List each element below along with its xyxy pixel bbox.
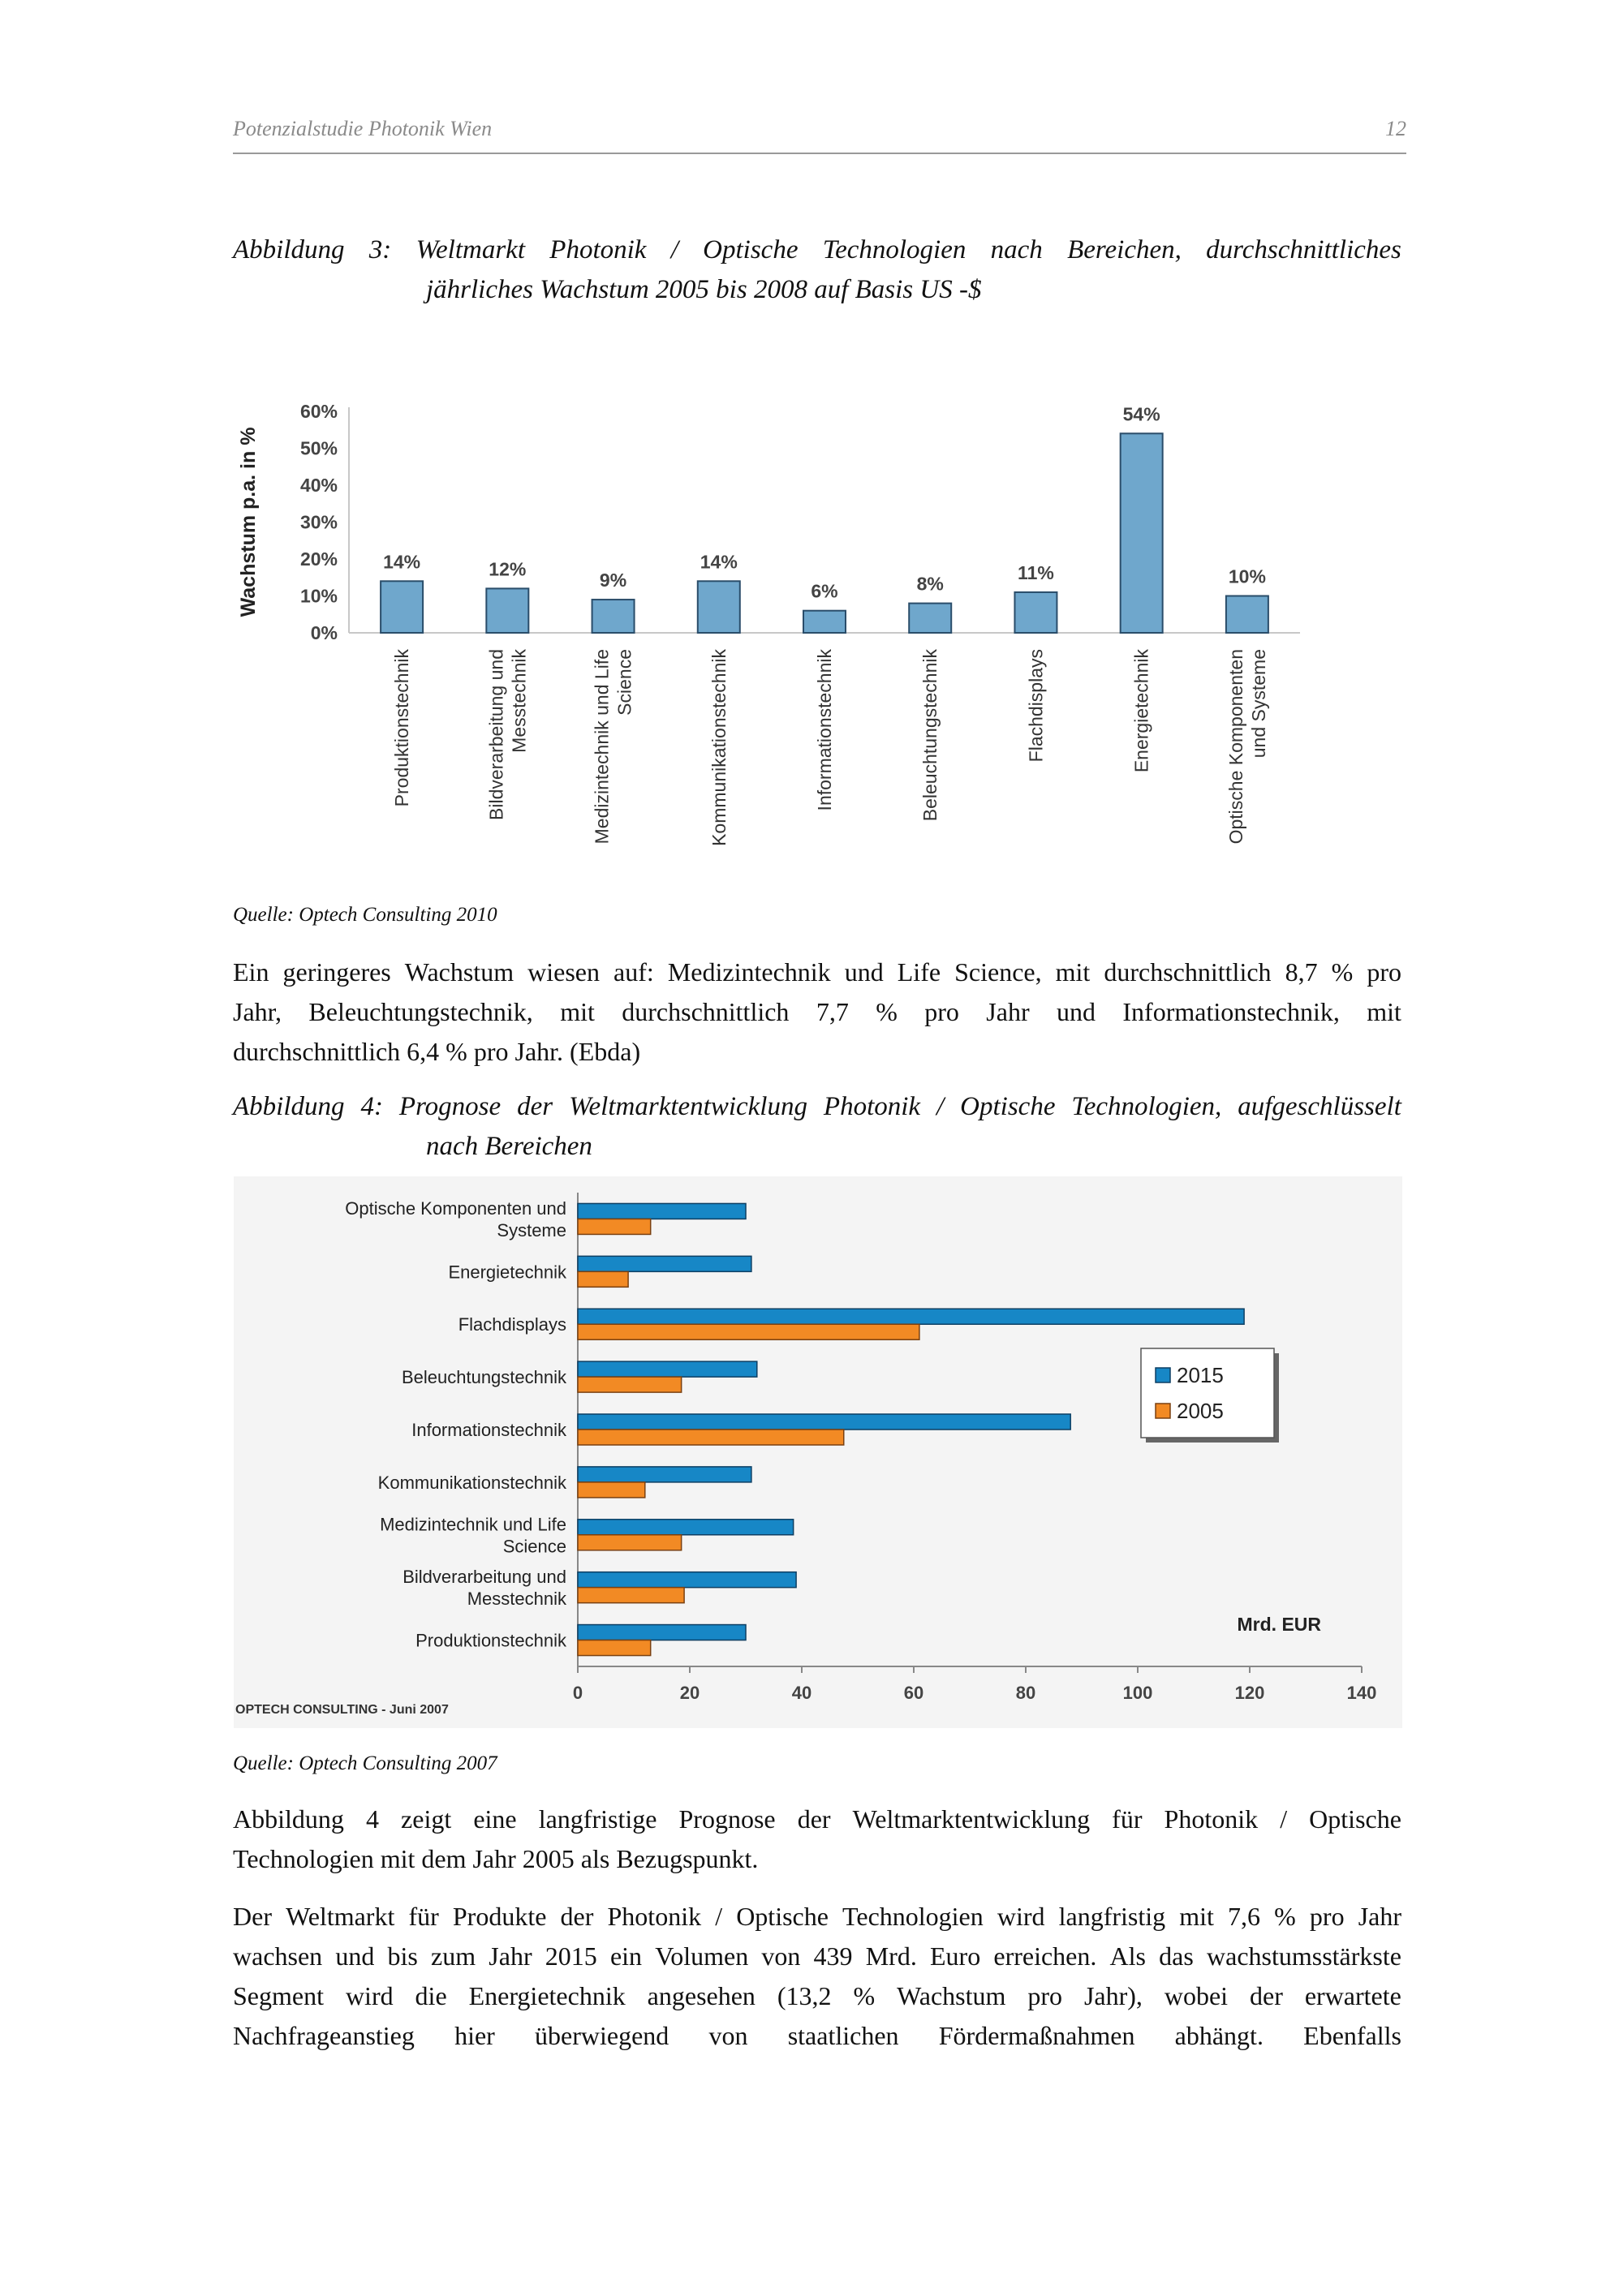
text-line	[233, 1839, 1401, 1879]
x-category-label: Beleuchtungstechnik	[919, 649, 941, 822]
word: zum	[431, 1941, 476, 1971]
bar-2005	[578, 1430, 844, 1445]
bar-2005	[578, 1219, 651, 1234]
word: Science,	[954, 957, 1042, 987]
word: Nachfrageanstieg	[233, 2021, 415, 2050]
paragraph-1	[233, 952, 1401, 1072]
y-category-label: Energietechnik	[448, 1262, 566, 1283]
category-label-group	[1225, 649, 1269, 844]
word: %	[876, 997, 898, 1026]
word: Segment	[233, 1981, 324, 2010]
category-label-group	[1131, 649, 1152, 773]
word: geringeres	[282, 957, 391, 987]
word: pro	[1367, 957, 1401, 987]
word: der	[797, 1804, 831, 1834]
text-line	[233, 952, 1401, 992]
paragraph-2	[233, 1799, 1401, 1879]
text-line	[233, 1976, 1401, 2016]
word: 8,7	[1285, 957, 1318, 987]
caption-word: Photonik	[823, 1092, 921, 1121]
x-category-label: Messtechnik	[508, 649, 530, 753]
bar	[698, 581, 740, 633]
word: /	[715, 1902, 723, 1931]
x-category-label: Science	[613, 649, 635, 716]
word: erwartete	[1304, 1981, 1401, 2010]
word: pro	[924, 997, 959, 1026]
word: das	[1159, 1941, 1194, 1971]
y-category-label: Optische Komponenten und	[345, 1197, 566, 1219]
bar	[1121, 433, 1163, 633]
caption-word: Optische	[960, 1092, 1056, 1121]
caption-word: 3:	[368, 235, 392, 264]
caption-word: Abbildung	[233, 235, 345, 264]
caption-word: 4:	[360, 1092, 383, 1121]
word: Life	[897, 957, 941, 987]
y-tick-label: 0%	[310, 622, 338, 643]
bar-data-label: 54%	[1122, 403, 1160, 425]
bar-data-label: 6%	[811, 580, 838, 602]
text-line	[233, 1799, 1401, 1839]
bar-2015	[578, 1625, 746, 1640]
word: Jahr,	[233, 997, 282, 1026]
unit-label: Mrd. EUR	[1237, 1614, 1321, 1635]
word: Energietechnik	[468, 1981, 626, 2010]
bar-2005	[578, 1482, 645, 1498]
text-line	[233, 992, 1401, 1032]
text-line	[233, 2016, 1401, 2056]
bar-2005	[578, 1377, 682, 1392]
x-category-label: Optische Komponenten	[1225, 649, 1246, 845]
x-tick-label: 80	[1015, 1683, 1036, 1703]
bar-2005	[578, 1271, 628, 1287]
bar-data-label: 11%	[1018, 561, 1054, 583]
caption-word: Weltmarktentwicklung	[569, 1092, 807, 1121]
bar-2015	[578, 1203, 746, 1219]
word: bis	[387, 1941, 418, 1971]
figure4-caption	[233, 1087, 1401, 1167]
word: Der	[233, 1902, 272, 1931]
word: für	[408, 1902, 439, 1931]
paragraph-3	[233, 1897, 1401, 2056]
caption-word: Optische	[703, 235, 799, 264]
text-line	[233, 1937, 1401, 1976]
word: überwiegend	[535, 2021, 669, 2050]
caption-word: der	[517, 1092, 553, 1121]
word: wird	[345, 1981, 394, 2010]
category-label-group	[391, 649, 412, 807]
legend-swatch-2005	[1156, 1404, 1170, 1418]
word: Informationstechnik,	[1122, 997, 1340, 1026]
bar-data-label: 14%	[383, 551, 421, 573]
word: wird	[997, 1902, 1045, 1931]
bar-2005	[578, 1588, 684, 1603]
x-tick-label: 40	[791, 1683, 812, 1703]
word: Prognose	[678, 1804, 776, 1834]
category-label-group	[1025, 649, 1046, 762]
text-line	[233, 1032, 1401, 1072]
word: auf:	[613, 957, 654, 987]
y-category-label: Beleuchtungstechnik	[401, 1367, 566, 1388]
figure4-source: Quelle: Optech Consulting 2007	[233, 1752, 497, 1774]
chart-footer: OPTECH CONSULTING - Juni 2007	[235, 1703, 449, 1717]
category-label-group	[814, 649, 835, 811]
legend-box	[1141, 1348, 1274, 1438]
caption-word: Weltmarkt	[415, 235, 525, 264]
y-category-label: Kommunikationstechnik	[377, 1472, 566, 1493]
category-label-group	[919, 649, 941, 822]
y-tick-label: 30%	[299, 511, 338, 533]
word: von	[761, 1941, 801, 1971]
bar-2015	[578, 1256, 751, 1271]
word: wobei	[1164, 1981, 1229, 2010]
category-label-group	[708, 649, 730, 846]
caption-word: durchschnittliches	[1206, 235, 1401, 264]
x-category-label: Medizintechnik und Life	[591, 649, 613, 845]
x-tick-label: 100	[1122, 1683, 1153, 1703]
word: 7,7	[816, 997, 849, 1026]
bar	[803, 611, 846, 633]
bar-data-label: 10%	[1228, 565, 1266, 587]
word: pro	[1309, 1902, 1345, 1931]
word: pro	[1027, 1981, 1062, 2010]
word: Optische	[1309, 1804, 1401, 1834]
y-category-label: Medizintechnik und Life	[380, 1514, 566, 1535]
word: Produkte	[452, 1902, 547, 1931]
x-tick-label: 20	[679, 1683, 700, 1703]
word: langfristig	[1058, 1902, 1166, 1931]
x-tick-label: 0	[572, 1683, 583, 1703]
word: staatlichen	[787, 2021, 899, 2050]
x-category-label: Energietechnik	[1130, 649, 1152, 773]
bar-data-label: 8%	[916, 573, 944, 595]
y-tick-label: 50%	[299, 437, 338, 459]
bar-data-label: 9%	[599, 570, 627, 591]
bar-2015	[578, 1572, 796, 1588]
caption-word: Prognose	[398, 1092, 502, 1121]
word: Weltmarktentwicklung	[852, 1804, 1091, 1834]
word: von	[708, 2021, 748, 2050]
caption-word: Technologien	[822, 235, 966, 264]
figure4-caption-line1	[233, 1087, 1401, 1127]
y-tick-label: 40%	[299, 475, 338, 496]
word: Technologien	[842, 1902, 984, 1931]
bar	[486, 588, 528, 633]
category-label-group	[485, 649, 529, 820]
chart-background	[234, 1176, 1402, 1728]
word: wachsen	[233, 1941, 323, 1971]
bar-data-label: 12%	[489, 558, 527, 580]
x-tick-label: 120	[1234, 1683, 1265, 1703]
word: Beleuchtungstechnik,	[308, 997, 533, 1026]
word: Als	[1109, 1941, 1146, 1971]
y-tick-label: 20%	[299, 548, 338, 570]
word: Jahr	[489, 1941, 532, 1971]
legend-swatch-2015	[1156, 1368, 1170, 1382]
x-category-label: Bildverarbeitung und	[485, 649, 507, 820]
word: mit	[560, 997, 595, 1026]
word: und	[844, 957, 884, 987]
word: für	[1112, 1804, 1143, 1834]
bar-2005	[578, 1324, 919, 1339]
y-category-label: Systeme	[497, 1219, 566, 1240]
growth-bar-chart	[227, 381, 1331, 901]
bar	[909, 604, 951, 633]
word: 7,6	[1228, 1902, 1261, 1931]
x-tick-label: 60	[903, 1683, 924, 1703]
figure3-caption-line2: jährliches Wachstum 2005 bis 2008 auf Basis US -$	[426, 275, 982, 304]
bar	[592, 600, 635, 633]
word: Abbildung	[233, 1804, 344, 1834]
figure4-caption-line2: nach Bereichen	[426, 1132, 592, 1161]
word: durchschnittlich	[622, 997, 790, 1026]
bar-2005	[578, 1640, 651, 1656]
x-category-label: Flachdisplays	[1025, 649, 1047, 763]
caption-word: nach	[990, 235, 1043, 264]
word: mit	[1367, 997, 1401, 1026]
word: Ein	[233, 957, 269, 987]
caption-word: aufgeschlüsselt	[1238, 1092, 1401, 1121]
word: mit	[1055, 957, 1091, 987]
word: Volumen	[655, 1941, 749, 1971]
bar-2015	[578, 1361, 757, 1377]
word: Jahr	[1358, 1902, 1401, 1931]
category-label-group	[592, 649, 635, 844]
word: Wachstum	[897, 1981, 1006, 2010]
word: %	[1331, 957, 1354, 987]
word: Euro	[929, 1941, 981, 1971]
caption-word: Abbildung	[233, 1092, 345, 1121]
caption-word: Photonik	[549, 235, 647, 264]
word: Mrd.	[865, 1941, 917, 1971]
word: wachstumsstärkste	[1207, 1941, 1401, 1971]
y-category-label: Science	[502, 1536, 566, 1557]
x-category-label: und Systeme	[1247, 649, 1269, 759]
bar	[381, 581, 423, 633]
word: %	[853, 1981, 876, 2010]
word: abhängt.	[1174, 2021, 1264, 2050]
word: %	[1274, 1902, 1296, 1931]
word: die	[415, 1981, 447, 2010]
bar-2005	[578, 1535, 682, 1550]
word: (13,2	[777, 1981, 832, 2010]
word: 4	[365, 1804, 379, 1834]
word: Ebenfalls	[1303, 2021, 1401, 2050]
y-category-label: Bildverarbeitung und	[403, 1567, 566, 1588]
word: angesehen	[647, 1981, 756, 2010]
bar	[1014, 592, 1057, 633]
caption-word: /	[936, 1092, 945, 1121]
legend-label-2015: 2015	[1177, 1363, 1224, 1387]
word: mit	[1179, 1902, 1214, 1931]
word: Jahr),	[1083, 1981, 1143, 2010]
x-tick-label: 140	[1346, 1683, 1377, 1703]
word: eine	[473, 1804, 517, 1834]
word: Photonik	[1164, 1804, 1259, 1834]
text-line	[233, 1897, 1401, 1937]
forecast-hbar-chart	[234, 1176, 1402, 1728]
word: und	[335, 1941, 375, 1971]
page-header	[233, 115, 1406, 154]
word: hier	[454, 2021, 495, 2050]
caption-word: Technologien,	[1071, 1092, 1222, 1121]
word: erreichen.	[993, 1941, 1097, 1971]
bar	[1226, 596, 1268, 634]
caption-word: /	[670, 235, 678, 264]
y-category-label: Informationstechnik	[411, 1420, 566, 1440]
bar-2015	[578, 1467, 751, 1482]
word: durchschnittlich 6,4 % pro Jahr. (Ebda)	[233, 1037, 641, 1066]
word: /	[1280, 1804, 1288, 1834]
word: 2015	[545, 1941, 597, 1971]
word: der	[1250, 1981, 1283, 2010]
caption-word: Bereichen,	[1067, 235, 1182, 264]
word: und	[1057, 997, 1096, 1026]
word: Wachstum	[404, 957, 514, 987]
word: der	[560, 1902, 594, 1931]
page-number: 12	[1385, 117, 1406, 140]
word: wiesen	[527, 957, 600, 987]
word: langfristige	[538, 1804, 657, 1834]
bar-2015	[578, 1309, 1244, 1324]
running-title: Potenzialstudie Photonik Wien	[233, 117, 493, 140]
y-category-label: Produktionstechnik	[415, 1630, 566, 1651]
y-tick-label: 60%	[299, 401, 338, 422]
y-category-label: Flachdisplays	[458, 1314, 566, 1335]
word: Medizintechnik	[667, 957, 831, 987]
figure3-caption-line1	[233, 230, 1401, 270]
word: Jahr	[986, 997, 1030, 1026]
word: zeigt	[401, 1804, 452, 1834]
word: Weltmarkt	[286, 1902, 395, 1931]
word: Optische	[736, 1902, 829, 1931]
x-category-label: Informationstechnik	[814, 649, 835, 811]
word: durchschnittlich	[1104, 957, 1272, 987]
word: Fördermaßnahmen	[938, 2021, 1135, 2050]
y-tick-label: 10%	[299, 585, 338, 607]
legend-label-2005: 2005	[1177, 1399, 1224, 1423]
figure3-source: Quelle: Optech Consulting 2010	[233, 904, 497, 926]
x-category-label: Kommunikationstechnik	[708, 649, 730, 846]
bar-2015	[578, 1414, 1070, 1430]
word: Technologien mit dem Jahr 2005 als Bezugspunkt.	[233, 1844, 759, 1873]
y-category-label: Messtechnik	[467, 1589, 566, 1610]
word: 439	[813, 1941, 853, 1971]
y-axis-label: Wachstum p.a. in %	[237, 427, 260, 617]
word: ein	[609, 1941, 643, 1971]
word: Photonik	[607, 1902, 702, 1931]
x-category-label: Produktionstechnik	[391, 649, 413, 807]
figure3-caption	[233, 230, 1401, 310]
bar-data-label: 14%	[700, 551, 738, 573]
bar-2015	[578, 1520, 794, 1535]
